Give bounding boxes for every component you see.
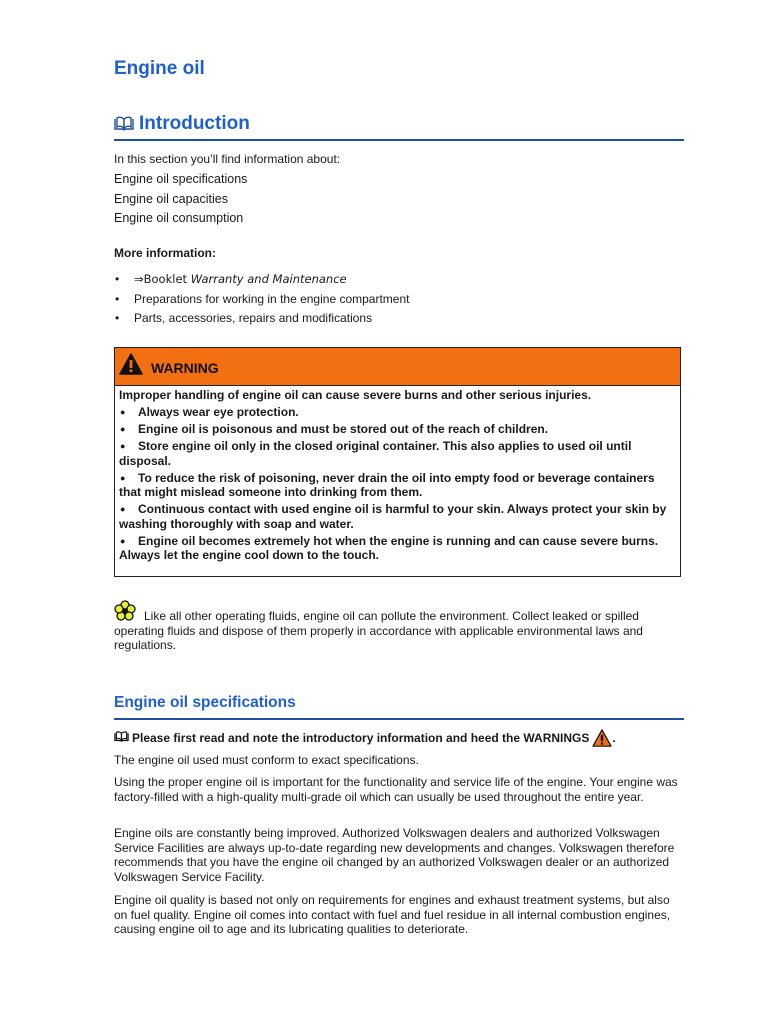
read-first-end: . <box>612 731 616 745</box>
bullet-icon: ● <box>120 441 126 451</box>
spec-paragraph: Engine oils are constantly being improved. Authorized Volkswagen dealers and authorized Volkswagen Service Facilities are always up-to-date regarding new developments and changes. Volkswagen therefore recommends that you have the engine oil changed by an authorized Volkswagen dealer or an authorized Volkswagen Service Facility. <box>114 826 675 884</box>
more-info-list <box>114 271 409 330</box>
topic-item: Engine oil specifications <box>114 172 248 186</box>
more-info-item-booklet[interactable] <box>114 271 409 291</box>
more-info-label: More information: <box>114 246 216 260</box>
warning-header <box>115 348 680 386</box>
booklet-title: Warranty and Maintenance <box>190 272 347 286</box>
flower-icon <box>114 600 136 626</box>
warning-item: ● Store engine oil only in the closed original container. This also applies to used oil until disposal. <box>119 439 632 468</box>
section-heading-introduction <box>114 113 684 141</box>
read-first-note <box>114 729 616 747</box>
topic-item: Engine oil capacities <box>114 192 228 206</box>
booklet-link[interactable]: ⇒Booklet <box>134 272 188 286</box>
warning-label: WARNING <box>151 360 219 376</box>
section-heading-specifications: Engine oil specifications <box>114 694 684 720</box>
intro-lead: In this section you’ll find information about: <box>114 152 341 166</box>
bullet-icon: ● <box>120 504 126 514</box>
warning-item: ● To reduce the risk of poisoning, never drain the oil into empty food or beverage containers that might mislead someone into drinking from them. <box>119 470 655 499</box>
book-icon <box>114 731 129 745</box>
book-icon <box>114 115 134 137</box>
spec-paragraph: Engine oil quality is based not only on requirements for engines and exhaust treatment systems, but also on fuel quality. Engine oil comes into contact with fuel and fuel residue in all internal combustion engines, causing engine oil to age and its lubricating qualities to deteriorate. <box>114 893 671 936</box>
page-title: Engine oil <box>114 58 205 79</box>
more-info-item[interactable]: • Parts, accessories, repairs and modifications <box>114 310 409 330</box>
spec-paragraph: The engine oil used must conform to exact specifications. <box>114 753 419 767</box>
more-info-item[interactable]: • Preparations for working in the engine compartment <box>114 291 409 311</box>
warning-triangle-icon[interactable] <box>592 729 612 747</box>
warning-item: ● Engine oil is poisonous and must be stored out of the reach of children. <box>120 422 549 436</box>
topic-item: Engine oil consumption <box>114 211 244 225</box>
bullet-icon: ● <box>120 424 126 434</box>
warning-item: ● Continuous contact with used engine oil is harmful to your skin. Always protect your skin by washing thoroughly with soap and water. <box>119 502 667 531</box>
warning-item: ● Always wear eye protection. <box>120 405 299 419</box>
warning-body <box>115 386 680 563</box>
environment-note <box>114 600 684 653</box>
bullet-icon: ● <box>120 407 126 417</box>
warning-lead: Improper handling of engine oil can cause severe burns and other serious injuries. <box>119 388 592 402</box>
spec-paragraph: Using the proper engine oil is important for the functionality and service life of the engine. Your engine was factory-filled with a high-quality multi-grade oil which can usually be used throughout the entire year. <box>114 775 678 804</box>
warning-triangle-icon <box>119 353 143 380</box>
warning-item: ● Engine oil becomes extremely hot when the engine is running and can cause severe burns. Always let the engine cool down to the touch. <box>119 533 659 562</box>
bullet-icon: ● <box>120 472 126 483</box>
bullet-icon: ● <box>120 535 126 546</box>
warning-box <box>114 347 681 577</box>
section-heading-label: Introduction <box>139 113 250 134</box>
read-first-text: Please first read and note the introductory information and heed the WARNINGS <box>132 731 590 745</box>
environment-text: Like all other operating fluids, engine oil can pollute the environment. Collect leaked or spilled operating fluids and dispose of them properly in accordance with applicable environmental laws and regulations. <box>114 609 643 652</box>
